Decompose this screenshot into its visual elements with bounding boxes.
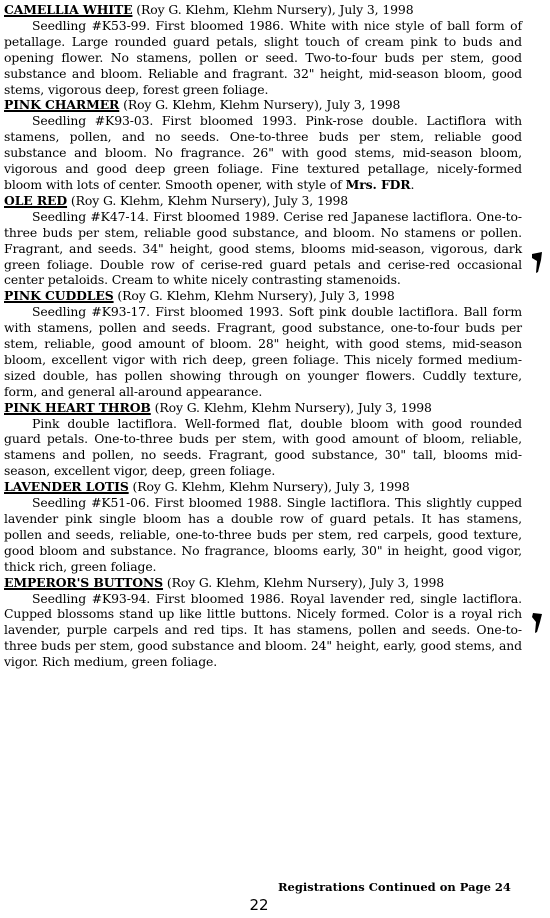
description-end: .: [410, 176, 415, 192]
entry-description: Seedling #K93-94. First bloomed 1986. Royal lavender red, single lactiflora. Cupped blossoms stand up like little buttons. Nicely formed. Color is a royal rich lavender, purple carpels and red tips. It has stamens, pollen and seeds. One-to-three buds per stem, good substance and bloom. 24" height, early, good stems, and vigor. Rich medium, green foliage.: [4, 590, 522, 670]
entry-description: [4, 113, 522, 193]
cultivar-name: PINK CHARMER: [4, 97, 120, 113]
entry-heading: [4, 479, 522, 495]
registrant-info: (Roy G. Klehm, Klehm Nursery), July 3, 1998: [128, 479, 410, 495]
entry-heading: [4, 288, 522, 304]
registration-entry-pink-heart-throb: [4, 400, 522, 480]
registrant-info: (Roy G. Klehm, Klehm Nursery), July 3, 1998: [113, 288, 395, 304]
cultivar-name: OLE RED: [4, 192, 68, 208]
registration-entry-lavender-lotis: [4, 479, 522, 574]
description-text: Seedling #K93-03. First bloomed 1993. Pink-rose double. Lactiflora with stamens, pollen, and no seeds. One-to-three buds per stem, reliable good substance and bloom. No fragrance. 26" with good stems, mid-season bloom, vigorous and good deep green foliage. Fine textured petallage, nicely-formed bloom with lots of center. Smooth opener, with style of: [4, 113, 522, 192]
margin-mark-icon: [531, 252, 541, 270]
cultivar-name: LAVENDER LOTIS: [4, 479, 129, 495]
entry-heading: [4, 2, 522, 18]
continued-note: Registrations Continued on Page 24: [278, 880, 511, 894]
registrant-info: (Roy G. Klehm, Klehm Nursery), July 3, 1998: [163, 574, 445, 590]
entry-description: Pink double lactiflora. Well-formed flat, double bloom with good rounded guard petals. One-to-three buds per stem, with good amount of bloom, reliable, stamens and pollen, no seeds. Fragrant, good substance, 30" tall, blooms mid-season, excellent vigor, deep, green foliage.: [4, 415, 522, 479]
cultivar-name: PINK HEART THROB: [4, 399, 151, 415]
registrant-info: (Roy G. Klehm, Klehm Nursery), July 3, 1998: [150, 399, 432, 415]
margin-mark-icon: [531, 612, 541, 630]
registration-entry-camellia-white: [4, 2, 522, 97]
registrant-info: (Roy G. Klehm, Klehm Nursery), July 3, 1998: [67, 192, 349, 208]
registration-entry-pink-cuddles: [4, 288, 522, 399]
cultivar-name: PINK CUDDLES: [4, 288, 114, 304]
entry-description: Seedling #K47-14. First bloomed 1989. Cerise red Japanese lactiflora. One-to-three buds per stem, reliable good substance, and bloom. No stamens or pollen. Fragrant, and seeds. 34" height, good stems, blooms mid-season, vigorous, dark green foliage. Double row of cerise-red guard petals and cerise-red occasional center petaloids. Cream to white nicely contrasting stamenoids.: [4, 208, 522, 288]
entry-heading: [4, 193, 522, 209]
registrant-info: (Roy G. Klehm, Klehm Nursery), July 3, 1998: [132, 2, 414, 17]
cultivar-name: EMPEROR'S BUTTONS: [4, 574, 164, 590]
entry-heading: [4, 575, 522, 591]
registration-entry-ole-red: [4, 193, 522, 288]
entry-description: Seedling #K93-17. First bloomed 1993. Soft pink double lactiflora. Ball form with stamens, pollen and seeds. Fragrant, good substance, one-to-four buds per stem, reliable, good amount of bloom. 28" height, with good stems, mid-season bloom, excellent vigor with rich deep, green foliage. This nicely formed medium-sized double, has pollen showing through on younger flowers. Cuddly texture, form, and general all-around appearance.: [4, 304, 522, 399]
entry-description: Seedling #K51-06. First bloomed 1988. Single lactiflora. This slightly cupped lavender pink single bloom has a double row of guard petals. It has stamens, pollen and seeds, reliable, one-to-three buds per stem, red carpels, good texture, good bloom and substance. No fragrance, blooms early, 30" in height, good vigor, thick rich, green foliage.: [4, 495, 522, 574]
page-number: 22: [249, 896, 269, 914]
cultivar-name: CAMELLIA WHITE: [4, 2, 133, 17]
document-page: [4, 2, 522, 670]
registrant-info: (Roy G. Klehm, Klehm Nursery), July 3, 1998: [119, 97, 401, 113]
entry-heading: [4, 97, 522, 113]
registration-entry-pink-charmer: [4, 97, 522, 192]
reference-cultivar: Mrs. FDR: [345, 176, 411, 192]
registration-entry-emperors-buttons: [4, 575, 522, 670]
entry-description: Seedling #K53-99. First bloomed 1986. White with nice style of ball form of petallage. Large rounded guard petals, slight touch of cream pink to buds and opening flower. No stamens, pollen or seed. Two-to-four buds per stem, good substance and bloom. Reliable and fragrant. 32" height, mid-season bloom, good stems, vigorous deep, forest green foliage.: [4, 17, 522, 97]
entry-heading: [4, 400, 522, 416]
